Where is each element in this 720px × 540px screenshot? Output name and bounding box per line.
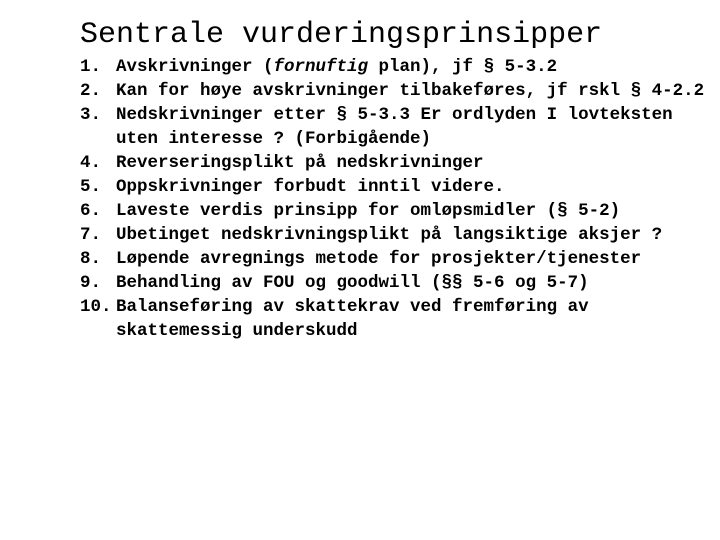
item-text [116,55,710,79]
item-number: 7. [80,225,102,245]
item-text: Løpende avregnings metode for prosjekter/tjenester [116,249,642,269]
list-item [80,79,710,103]
item-text: Ubetinget nedskrivningsplikt på langsiktige aksjer ? [116,225,663,245]
item-text-post: plan), jf § 5-3.2 [368,57,558,77]
item-number: 6. [80,201,102,221]
item-text: Nedskrivninger etter § 5-3.3 Er ordlyden I lovteksten uten interesse ? (Forbigående) [116,105,673,149]
item-text: Laveste verdis prinsipp for omløpsmidler (§ 5-2) [116,201,621,221]
item-number: 4. [80,153,102,173]
list-item [80,295,710,343]
item-text: Balanseføring av skattekrav ved fremføring av skattemessig underskudd [116,297,589,341]
list-item [80,175,710,199]
item-number: 9. [80,273,102,293]
item-text-pre: Avskrivninger ( [116,57,274,77]
list-item [80,103,710,151]
item-number: 2. [80,81,102,101]
list-item [80,199,710,223]
list-item [80,55,710,79]
item-text-emphasis: fornuftig [273,57,369,77]
item-text: Kan for høye avskrivninger tilbakeføres, jf rskl § 4-2.2 [116,81,705,101]
item-number: 5. [80,177,102,197]
item-text: Behandling av FOU og goodwill (§§ 5-6 og 5-7) [116,273,589,293]
slide-title: Sentrale vurderingsprinsipper [80,18,603,52]
item-number: 10. [80,297,112,317]
list-item [80,223,710,247]
item-number: 1. [80,57,102,77]
list-item [80,271,710,295]
item-text: Reverseringsplikt på nedskrivninger [116,153,484,173]
item-number: 3. [80,105,102,125]
list-item [80,247,710,271]
list-item [80,151,710,175]
item-number: 8. [80,249,102,269]
item-text: Oppskrivninger forbudt inntil videre. [116,177,505,197]
principles-list [80,55,710,343]
